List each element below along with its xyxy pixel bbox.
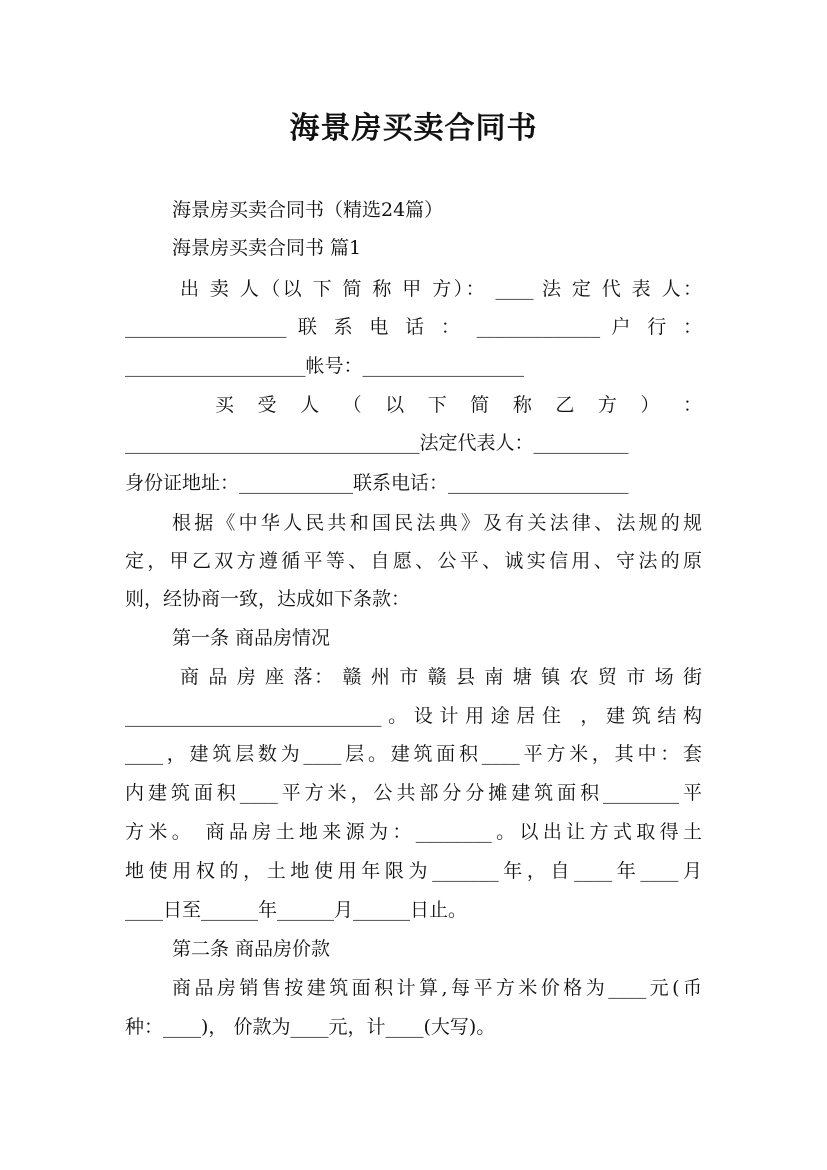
body-paragraph-line: 商 品 房 座 落： 赣 州 市 赣 县 南 塘 镇 农 贸 市 场 街	[180, 666, 702, 688]
buyer-id-line: 身份证地址：____________联系电话：___________________	[125, 472, 629, 494]
seller-account-line: ___________________帐号：_________________	[125, 355, 525, 377]
body-paragraph-line: ____，建筑层数为____层。建筑面积____平方米，其中：套	[125, 743, 702, 765]
section-heading: 海景房买卖合同书 篇1	[172, 237, 362, 259]
body-paragraph-line: ___________________________。设计用途居住 ，建筑结构	[125, 705, 702, 727]
body-paragraph-line: 则，经协商一致，达成如下条款：	[125, 588, 411, 610]
body-paragraph-line: 定，甲乙双方遵循平等、自愿、公平、诚实信用、守法的原	[125, 550, 702, 572]
body-paragraph-line: 种：____)， 价款为____元，计____(大写)。	[125, 1016, 496, 1038]
subtitle-line: 海景房买卖合同书（精选24篇）	[172, 199, 444, 221]
body-paragraph-line: 方米。 商品房土地来源为：________。以出让方式取得土	[125, 821, 702, 843]
body-paragraph-line: 商品房销售按建筑面积计算,每平方米价格为____元(币	[172, 977, 702, 999]
buyer-line: 买 受 人 （ 以 下 简 称 乙 方 ） ：	[215, 394, 702, 416]
clause-heading: 第二条 商品房价款	[172, 938, 331, 960]
seller-contact-line: _________________ 联 系 电 话 ： _____________ 户 行 ：	[125, 316, 702, 338]
body-paragraph-line: 根据《中华人民共和国民法典》及有关法律、法规的规	[172, 512, 702, 534]
seller-line: 出 卖 人（以 下 简 称 甲 方）： ____ 法 定 代 表 人：	[180, 278, 702, 300]
buyer-representative-line: _______________________________法定代表人：__________	[125, 432, 629, 454]
body-paragraph-line: 地使用权的，土地使用年限为_______年，自____年____月	[125, 860, 702, 882]
clause-heading: 第一条 商品房情况	[172, 627, 331, 649]
body-paragraph-line: 内建筑面积____平方米，公共部分分摊建筑面积________平	[125, 782, 702, 804]
document-title: 海景房买卖合同书	[289, 111, 538, 146]
body-paragraph-line: ____日至______年______月______日止。	[125, 899, 468, 921]
